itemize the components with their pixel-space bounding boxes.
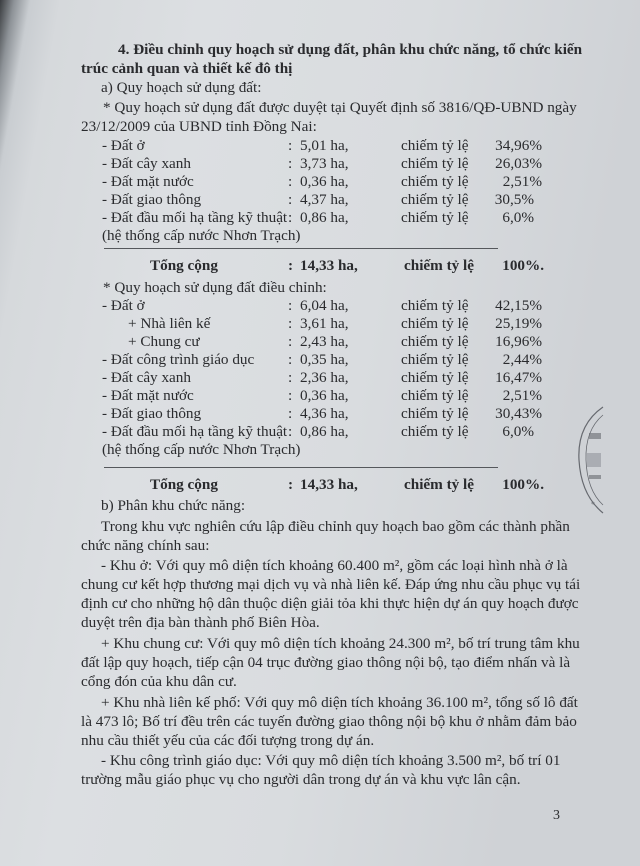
adjusted-row [102,297,562,315]
paragraph-line: trường mẫu giáo phục vụ cho người dân trong dự án và khu vực lân cận. [81,771,521,788]
svg-text:*: * [591,500,595,509]
approved-row [102,191,562,209]
approved-plan-intro-line-1: * Quy hoạch sử dụng đất được duyệt tại Quyết định số 3816/QĐ-UBND ngày [103,99,577,116]
paragraph-line: cổng đón của khu dân cư. [81,673,237,690]
row-label: + Chung cư [128,333,200,350]
adjusted-row [102,423,562,441]
row-pct-label: chiếm tỷ lệ [401,137,469,154]
row-label: - Đất cây xanh [102,369,191,386]
row-colon: : [288,405,293,422]
paragraph-line: chức năng chính sau: [81,537,210,554]
row-label: - Đất ở [102,297,145,314]
row-pct-label: chiếm tỷ lệ [401,297,469,314]
row-pct: 30,5% [494,191,534,208]
row-pct: 2,44% [502,351,542,368]
total-area: 14,33 ha, [300,257,358,274]
adjusted-note: (hệ thống cấp nước Nhơn Trạch) [102,441,301,458]
row-colon: : [288,297,293,314]
row-pct-label: chiếm tỷ lệ [401,369,469,386]
row-pct: 26,03% [495,155,542,172]
total-pct: 100%. [502,476,544,493]
row-area: 4,36 ha, [300,405,349,422]
section-heading-line-1: 4. Điều chỉnh quy hoạch sử dụng đất, phân khu chức năng, tổ chức kiến [118,41,583,58]
row-pct-label: chiếm tỷ lệ [401,351,469,368]
row-pct-label: chiếm tỷ lệ [401,155,469,172]
adjusted-row [102,333,562,351]
paragraph-line: Trong khu vực nghiên cứu lập điều chỉnh quy hoạch bao gồm các thành phần [101,518,570,535]
row-label: - Đất ở [102,137,145,154]
paragraph-line: duyệt trên địa bàn thành phố Biên Hòa. [81,614,320,631]
approved-total-row [102,257,562,275]
paragraph-line: - Khu công trình giáo dục: Với quy mô diện tích khoảng 3.500 m², bố trí 01 [101,752,561,769]
paragraph-line: + Khu chung cư: Với quy mô diện tích khoảng 24.300 m², bố trí trung tâm khu [101,635,580,652]
adjusted-row [102,369,562,387]
total-pct: 100%. [502,257,544,274]
row-area: 0,35 ha, [300,351,349,368]
row-pct-label: chiếm tỷ lệ [401,315,469,332]
row-area: 3,73 ha, [300,155,349,172]
row-pct: 34,96% [495,137,542,154]
total-colon: : [288,476,294,493]
row-label: + Nhà liên kế [128,315,211,332]
adjusted-plan-intro: * Quy hoạch sử dụng đất điều chỉnh: [103,279,327,296]
row-pct: 6,0% [502,209,534,226]
adjusted-row [102,351,562,369]
adjusted-row [102,315,562,333]
row-pct-label: chiếm tỷ lệ [401,423,469,440]
row-pct: 2,51% [502,173,542,190]
row-label: - Đất đầu mối hạ tầng kỹ thuật [102,209,288,226]
row-colon: : [288,423,293,440]
row-pct: 6,0% [502,423,534,440]
subsection-a-title: a) Quy hoạch sử dụng đất: [101,79,262,96]
row-label: - Đất cây xanh [102,155,191,172]
subsection-b-title: b) Phân khu chức năng: [101,497,246,514]
paragraph-line: định cư cho những hộ dân thuộc diện giải tỏa khi thực hiện dự án quy hoạch được [81,595,579,612]
total-label: Tổng cộng [150,476,218,493]
row-label: - Đất giao thông [102,191,202,208]
row-label: - Đất mặt nước [102,387,194,404]
row-label: - Đất công trình giáo dục [102,351,255,368]
approved-row [102,209,562,227]
row-pct: 2,51% [502,387,542,404]
row-area: 0,86 ha, [300,423,349,440]
paragraph-line: + Khu nhà liên kế phố: Với quy mô diện tích khoảng 36.100 m², tổng số lô đất [101,694,578,711]
row-area: 0,36 ha, [300,387,349,404]
paragraph-line: chung cư kết hợp thương mại dịch vụ và nhà liên kế. Đáp ứng nhu cầu phục vụ tái [81,576,581,593]
row-area: 4,37 ha, [300,191,349,208]
row-colon: : [288,137,293,154]
approved-row [102,155,562,173]
row-area: 2,43 ha, [300,333,349,350]
approved-note: (hệ thống cấp nước Nhơn Trạch) [102,227,301,244]
row-pct-label: chiếm tỷ lệ [401,333,469,350]
row-colon: : [288,209,293,226]
adjusted-total-row [102,476,562,494]
row-pct: 42,15% [495,297,542,314]
row-pct-label: chiếm tỷ lệ [401,405,469,422]
row-label: - Đất đầu mối hạ tầng kỹ thuật [102,423,288,440]
row-colon: : [288,155,293,172]
row-colon: : [288,333,293,350]
row-label: - Đất mặt nước [102,173,194,190]
row-colon: : [288,191,293,208]
row-colon: : [288,173,293,190]
page-number: 3 [553,808,560,823]
total-pct-label: chiếm tỷ lệ [404,257,475,274]
row-label: - Đất giao thông [102,405,202,422]
divider [104,467,498,468]
adjusted-row [102,387,562,405]
row-pct-label: chiếm tỷ lệ [401,191,469,208]
approved-row [102,137,562,155]
row-area: 6,04 ha, [300,297,349,314]
seal-stamp-icon [575,405,605,515]
row-pct: 25,19% [495,315,542,332]
row-area: 2,36 ha, [300,369,349,386]
divider [104,248,498,249]
row-pct: 16,47% [495,369,542,386]
total-label: Tổng cộng [150,257,218,274]
row-pct-label: chiếm tỷ lệ [401,387,469,404]
total-pct-label: chiếm tỷ lệ [404,476,475,493]
paragraph-line: là 473 lô; Bố trí đều trên các tuyến đường giao thông nội bộ khu ở nhằm đảm bảo [81,713,577,730]
row-area: 0,86 ha, [300,209,349,226]
approved-plan-intro-line-2: 23/12/2009 của UBND tỉnh Đồng Nai: [81,118,317,135]
total-colon: : [288,257,294,274]
approved-row [102,173,562,191]
row-pct-label: chiếm tỷ lệ [401,209,469,226]
section-heading-line-2: trúc cảnh quan và thiết kế đô thị [81,60,293,77]
adjusted-row [102,405,562,423]
row-area: 3,61 ha, [300,315,349,332]
row-colon: : [288,315,293,332]
paragraph-line: nhu cầu thiết yếu của các đối tượng trong dự án. [81,732,375,749]
row-colon: : [288,387,293,404]
row-area: 0,36 ha, [300,173,349,190]
paragraph-line: đất lập quy hoạch, tiếp cận 04 trục đường giao thông nội bộ, tạo điểm nhấn và là [81,654,571,671]
row-pct-label: chiếm tỷ lệ [401,173,469,190]
paragraph-line: - Khu ở: Với quy mô diện tích khoảng 60.400 m², gồm các loại hình nhà ở là [101,557,568,574]
row-pct: 16,96% [495,333,542,350]
row-area: 5,01 ha, [300,137,349,154]
row-pct: 30,43% [495,405,542,422]
row-colon: : [288,351,293,368]
row-colon: : [288,369,293,386]
total-area: 14,33 ha, [300,476,358,493]
